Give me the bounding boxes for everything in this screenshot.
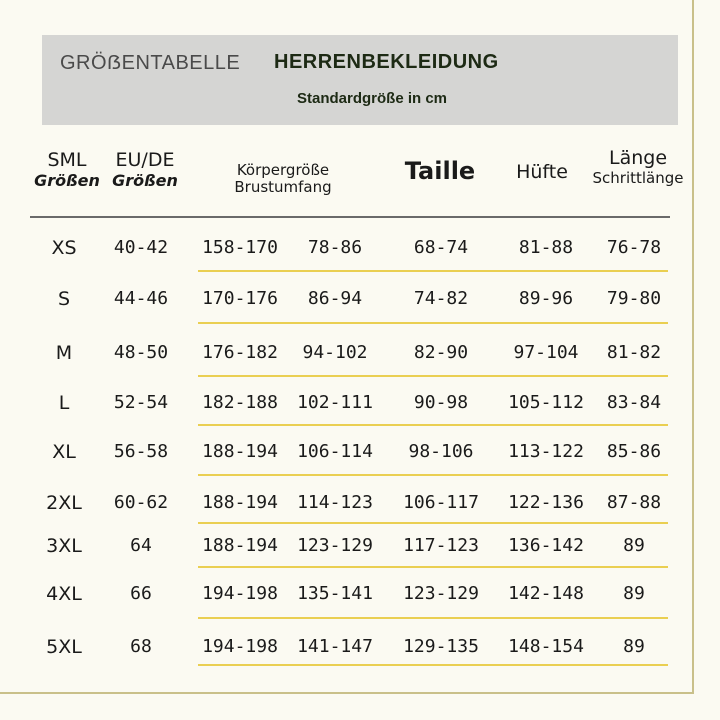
cell-inseam: 87-88 [606, 492, 662, 513]
row-rule [198, 522, 668, 524]
col-head-waist-line1: Taille [404, 157, 476, 185]
header-left-title: GRÖẞENTABELLE [60, 52, 241, 74]
row-rule [198, 322, 668, 324]
cell-eu: 40-42 [113, 237, 169, 258]
cell-hip: 113-122 [508, 441, 584, 462]
cell-hip: 97-104 [513, 342, 579, 363]
cell-chest: 114-123 [297, 492, 373, 513]
col-head-eu-line1: EU/DE [115, 149, 175, 171]
cell-hip: 81-88 [518, 237, 574, 258]
table-row [0, 531, 720, 561]
cell-size: 3XL [46, 535, 82, 557]
col-head-length-line2: Schrittlänge [592, 168, 684, 187]
col-head-sml-line1: SML [47, 149, 87, 171]
cell-size: XL [52, 441, 76, 463]
cell-size: 2XL [46, 492, 82, 514]
col-head-hip-line1: Hüfte [516, 161, 568, 183]
cell-waist: 123-129 [403, 583, 479, 604]
table-row [0, 632, 720, 662]
row-rule [198, 375, 668, 377]
col-head-body-line2: Brustumfang [234, 178, 332, 197]
col-head-body [213, 162, 353, 197]
cell-inseam: 89 [623, 535, 645, 556]
cell-waist: 98-106 [408, 441, 474, 462]
cell-waist: 117-123 [403, 535, 479, 556]
cell-height: 194-198 [202, 636, 278, 657]
cell-eu: 66 [130, 583, 152, 604]
row-rule [198, 566, 668, 568]
cell-hip: 105-112 [508, 392, 584, 413]
table-row [0, 338, 720, 368]
table-row [0, 233, 720, 263]
cell-hip: 89-96 [518, 288, 574, 309]
row-rule [198, 424, 668, 426]
cell-eu: 48-50 [113, 342, 169, 363]
header-right-title: HERRENBEKLEIDUNG [274, 51, 499, 73]
row-rule [198, 270, 668, 272]
cell-inseam: 89 [623, 583, 645, 604]
row-rule [198, 474, 668, 476]
cell-height: 188-194 [202, 492, 278, 513]
col-head-body-line1: Körpergröße [236, 161, 330, 179]
cell-hip: 122-136 [508, 492, 584, 513]
header-rule [30, 216, 670, 218]
cell-hip: 148-154 [508, 636, 584, 657]
cell-height: 194-198 [202, 583, 278, 604]
cell-inseam: 79-80 [606, 288, 662, 309]
cell-size: M [55, 342, 73, 364]
cell-inseam: 85-86 [606, 441, 662, 462]
cell-inseam: 76-78 [606, 237, 662, 258]
col-head-sml-line2: Größen [34, 170, 100, 190]
header-banner [42, 35, 678, 125]
cell-chest: 94-102 [302, 342, 368, 363]
cell-height: 158-170 [202, 237, 278, 258]
cell-chest: 123-129 [297, 535, 373, 556]
cell-hip: 142-148 [508, 583, 584, 604]
cell-size: XS [51, 237, 77, 259]
table-row [0, 437, 720, 467]
cell-height: 182-188 [202, 392, 278, 413]
cell-size: 4XL [46, 583, 82, 605]
cell-hip: 136-142 [508, 535, 584, 556]
cell-chest: 102-111 [297, 392, 373, 413]
cell-eu: 60-62 [113, 492, 169, 513]
cell-chest: 86-94 [307, 288, 363, 309]
cell-height: 188-194 [202, 535, 278, 556]
col-head-hip [502, 162, 582, 184]
table-row [0, 284, 720, 314]
header-subtitle: Standardgröße in cm [297, 90, 448, 107]
cell-height: 176-182 [202, 342, 278, 363]
cell-chest: 106-114 [297, 441, 373, 462]
cell-height: 188-194 [202, 441, 278, 462]
col-head-waist [390, 158, 490, 186]
table-row [0, 388, 720, 418]
cell-waist: 68-74 [413, 237, 469, 258]
cell-size: L [58, 392, 70, 414]
col-head-length-line1: Länge [608, 147, 668, 169]
cell-eu: 64 [130, 535, 152, 556]
cell-inseam: 83-84 [606, 392, 662, 413]
cell-inseam: 89 [623, 636, 645, 657]
cell-waist: 74-82 [413, 288, 469, 309]
cell-chest: 135-141 [297, 583, 373, 604]
cell-waist: 82-90 [413, 342, 469, 363]
col-head-eu-line2: Größen [112, 170, 178, 190]
cell-size: 5XL [46, 636, 82, 658]
cell-inseam: 81-82 [606, 342, 662, 363]
table-row [0, 488, 720, 518]
cell-eu: 52-54 [113, 392, 169, 413]
cell-waist: 106-117 [403, 492, 479, 513]
cell-chest: 78-86 [307, 237, 363, 258]
col-head-length [578, 148, 698, 187]
row-rule [198, 664, 668, 666]
cell-eu: 68 [130, 636, 152, 657]
cell-waist: 129-135 [403, 636, 479, 657]
table-row [0, 579, 720, 609]
cell-eu: 44-46 [113, 288, 169, 309]
cell-chest: 141-147 [297, 636, 373, 657]
row-rule [198, 617, 668, 619]
cell-height: 170-176 [202, 288, 278, 309]
col-head-sml [22, 150, 112, 190]
cell-waist: 90-98 [413, 392, 469, 413]
cell-size: S [57, 288, 71, 310]
cell-eu: 56-58 [113, 441, 169, 462]
col-head-eu [100, 150, 190, 190]
